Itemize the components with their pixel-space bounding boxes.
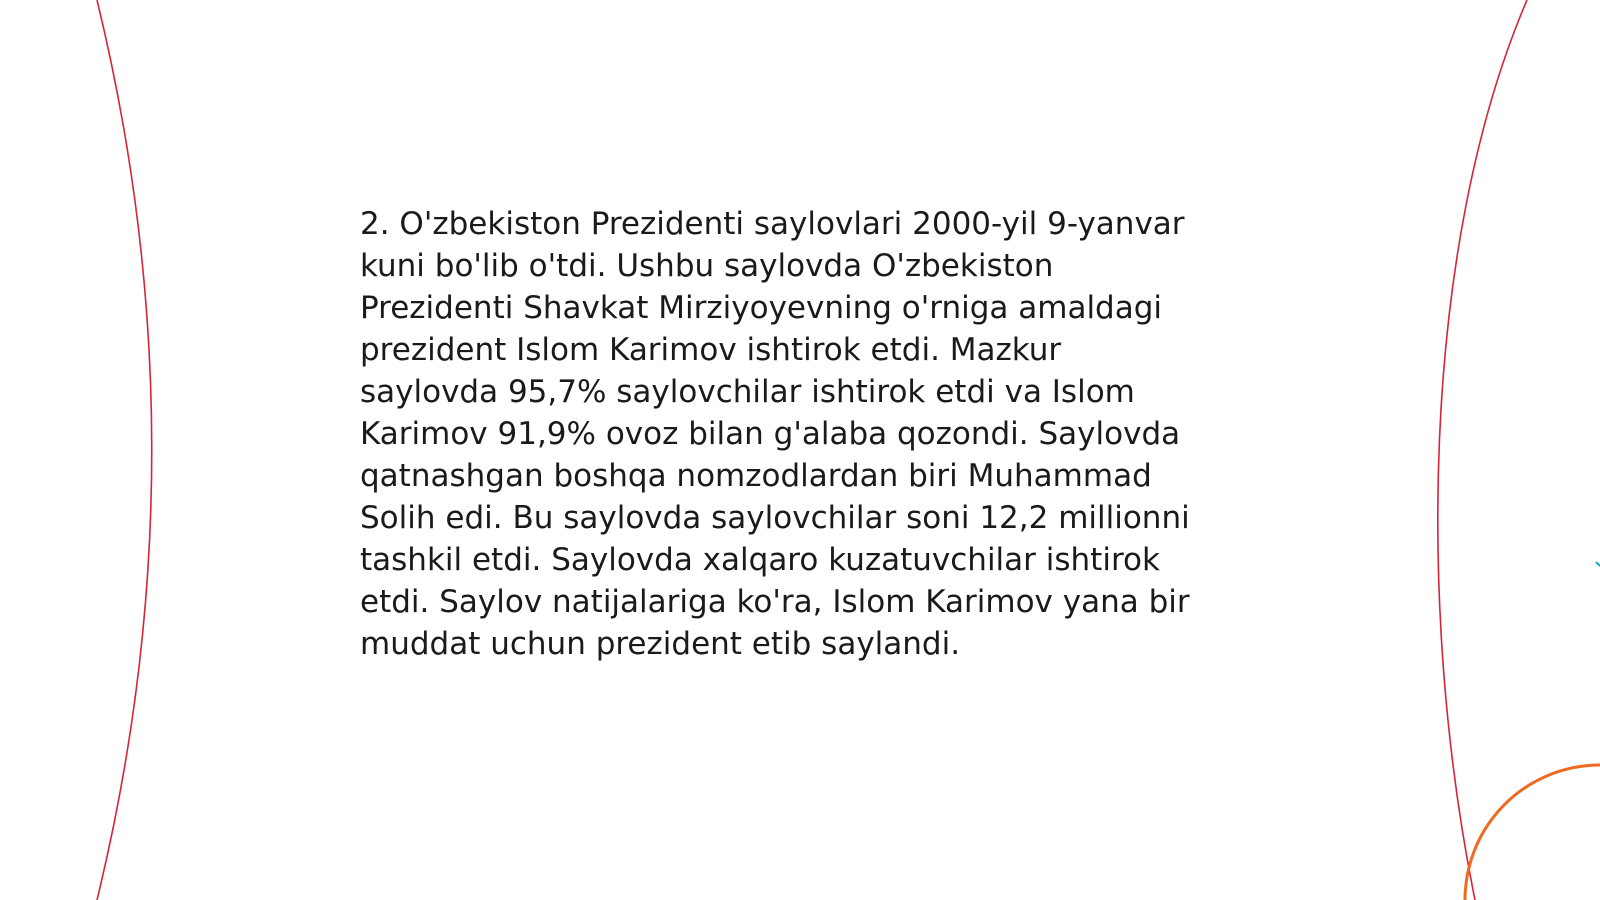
- paragraph-line: 2. O'zbekiston Prezidenti saylovlari 2000-yil 9-yanvar: [360, 206, 1185, 242]
- paragraph-line: tashkil etdi. Saylovda xalqaro kuzatuvchilar ishtirok: [360, 542, 1160, 578]
- paragraph-line: Solih edi. Bu saylovda saylovchilar soni 12,2 millionni: [360, 500, 1190, 536]
- paragraph-line: qatnashgan boshqa nomzodlardan biri Muhammad: [360, 458, 1152, 494]
- paragraph-line: saylovda 95,7% saylovchilar ishtirok etdi va Islom: [360, 374, 1135, 410]
- right-arc: [1438, 0, 1527, 900]
- paragraph-line: prezident Islom Karimov ishtirok etdi. Mazkur: [360, 332, 1062, 368]
- paragraph-line: etdi. Saylov natijalariga ko'ra, Islom Karimov yana bir: [360, 584, 1190, 620]
- main-paragraph: [360, 203, 1240, 665]
- paragraph-line: muddat uchun prezident etib saylandi.: [360, 626, 961, 662]
- paragraph-line: Prezidenti Shavkat Mirziyoyevning o'rniga amaldagi: [360, 290, 1163, 326]
- teal-accent-mark: [1596, 562, 1600, 566]
- left-arc: [97, 0, 152, 900]
- paragraph-line: Karimov 91,9% ovoz bilan g'alaba qozondi. Saylovda: [360, 416, 1181, 452]
- orange-circle: [1465, 765, 1600, 900]
- paragraph-line: kuni bo'lib o'tdi. Ushbu saylovda O'zbekiston: [360, 248, 1054, 284]
